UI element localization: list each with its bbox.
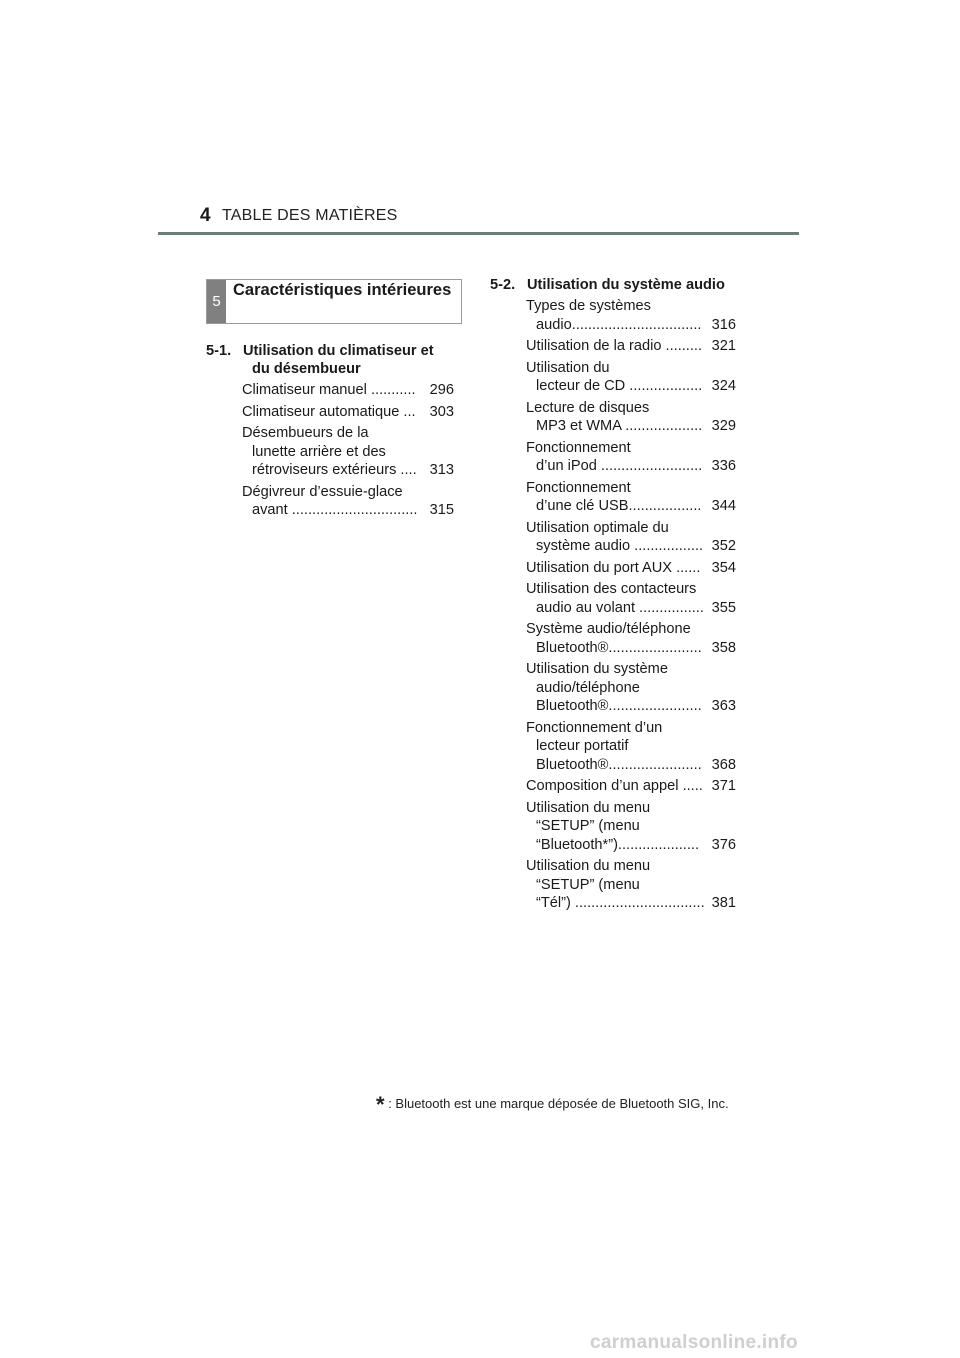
toc-entry-page: 363 <box>711 698 736 714</box>
toc-entry-title: Lecture de disques MP3 et WMA ................... <box>526 399 703 434</box>
toc-entry[interactable] <box>526 719 736 775</box>
toc-entry[interactable] <box>242 483 454 520</box>
toc-entry-title: Utilisation du port AUX ...... <box>526 559 701 576</box>
toc-entry-title: Désembueurs de la lunette arrière et des rétroviseurs extérieurs .... <box>242 425 417 478</box>
toc-entry-title: Utilisation du système audio/téléphone Bluetooth®....................... <box>526 661 702 714</box>
toc-column-left <box>206 342 454 523</box>
toc-entry[interactable] <box>526 519 736 556</box>
toc-entry-title: Climatiseur manuel ........... <box>242 382 416 398</box>
toc-entry-page: 381 <box>711 895 736 911</box>
section-entries <box>206 381 454 520</box>
toc-entry-page: 329 <box>711 418 736 434</box>
toc-entry[interactable] <box>526 297 736 334</box>
toc-entry[interactable] <box>526 337 736 356</box>
watermark: carmanualsonline.info <box>590 1332 798 1353</box>
toc-entry-title: Composition d’un appel ..... <box>526 778 703 794</box>
toc-entry-page: 321 <box>711 338 736 354</box>
toc-entry-page: 315 <box>429 502 454 518</box>
page-header-title: TABLE DES MATIÈRES <box>222 207 398 224</box>
toc-entry-page: 352 <box>711 538 736 554</box>
page-number: 4 <box>200 205 211 226</box>
toc-entry-page: 368 <box>711 756 736 773</box>
toc-entry[interactable] <box>242 424 454 480</box>
toc-entry[interactable] <box>242 403 454 422</box>
toc-entry-title: Système audio/téléphone Bluetooth®....................... <box>526 621 702 656</box>
chapter-title: Caractéristiques intérieures <box>233 281 452 299</box>
toc-entry-title: Fonctionnement d’un iPod ......................... <box>526 439 703 474</box>
toc-entry-page: 336 <box>711 458 736 474</box>
toc-entry[interactable] <box>526 660 736 716</box>
section-entries <box>490 297 736 913</box>
toc-entry-page: 303 <box>429 403 454 420</box>
toc-entry-title: Utilisation des contacteurs audio au volant ................ <box>526 581 704 616</box>
toc-entry-page: 313 <box>429 462 454 478</box>
toc-entry[interactable] <box>526 620 736 657</box>
footnote-marker: * <box>376 1092 385 1117</box>
toc-entry-page: 376 <box>711 836 736 853</box>
section-number: 5-2. <box>490 277 516 293</box>
chapter-number-tab: 5 <box>207 280 226 323</box>
section-heading <box>490 276 736 294</box>
section-title: Utilisation du climatiseur et du désembueur <box>243 343 434 377</box>
section-heading <box>206 342 454 378</box>
toc-entry-title: Dégivreur d’essuie-glace avant ............................... <box>242 483 418 518</box>
toc-entry[interactable] <box>526 777 736 796</box>
toc-entry-title: Utilisation du menu “SETUP” (menu “Bluetooth*”).................... <box>526 799 700 853</box>
footnote-text: : Bluetooth est une marque déposée de Bluetooth SIG, Inc. <box>388 1096 729 1111</box>
toc-entry-title: Utilisation optimale du système audio ................. <box>526 519 704 554</box>
section-number: 5-1. <box>206 343 232 359</box>
chapter-box <box>206 279 462 324</box>
toc-entry-title: Fonctionnement d’un lecteur portatif Bluetooth®....................... <box>526 719 702 773</box>
toc-entry-page: 371 <box>711 778 736 794</box>
toc-entry-title: Fonctionnement d’une clé USB.................. <box>526 479 702 514</box>
toc-entry[interactable] <box>526 479 736 516</box>
toc-entry-title: Utilisation du lecteur de CD .................. <box>526 359 703 394</box>
toc-entry-page: 316 <box>711 316 736 333</box>
header-rule <box>158 232 799 235</box>
section-title: Utilisation du système audio <box>527 277 725 293</box>
toc-entry[interactable] <box>526 857 736 913</box>
toc-entry-title: Utilisation de la radio ......... <box>526 338 703 354</box>
toc-column-right <box>490 276 736 916</box>
toc-entry-page: 344 <box>711 498 736 514</box>
toc-entry-page: 354 <box>711 559 736 576</box>
footnote <box>376 1092 729 1118</box>
toc-entry-title: Types de systèmes audio................................ <box>526 298 702 333</box>
toc-entry[interactable] <box>242 381 454 400</box>
toc-entry[interactable] <box>526 799 736 855</box>
toc-entry[interactable] <box>526 559 736 578</box>
toc-entry-title: Utilisation du menu “SETUP” (menu “Tél”) ................................ <box>526 858 705 911</box>
toc-entry[interactable] <box>526 439 736 476</box>
toc-entry-page: 296 <box>429 382 454 398</box>
toc-entry[interactable] <box>526 580 736 617</box>
toc-entry-page: 358 <box>711 639 736 656</box>
toc-entry-page: 355 <box>711 599 736 616</box>
toc-entry[interactable] <box>526 399 736 436</box>
toc-entry-page: 324 <box>711 378 736 394</box>
toc-entry-title: Climatiseur automatique ... <box>242 403 416 420</box>
toc-entry[interactable] <box>526 359 736 396</box>
